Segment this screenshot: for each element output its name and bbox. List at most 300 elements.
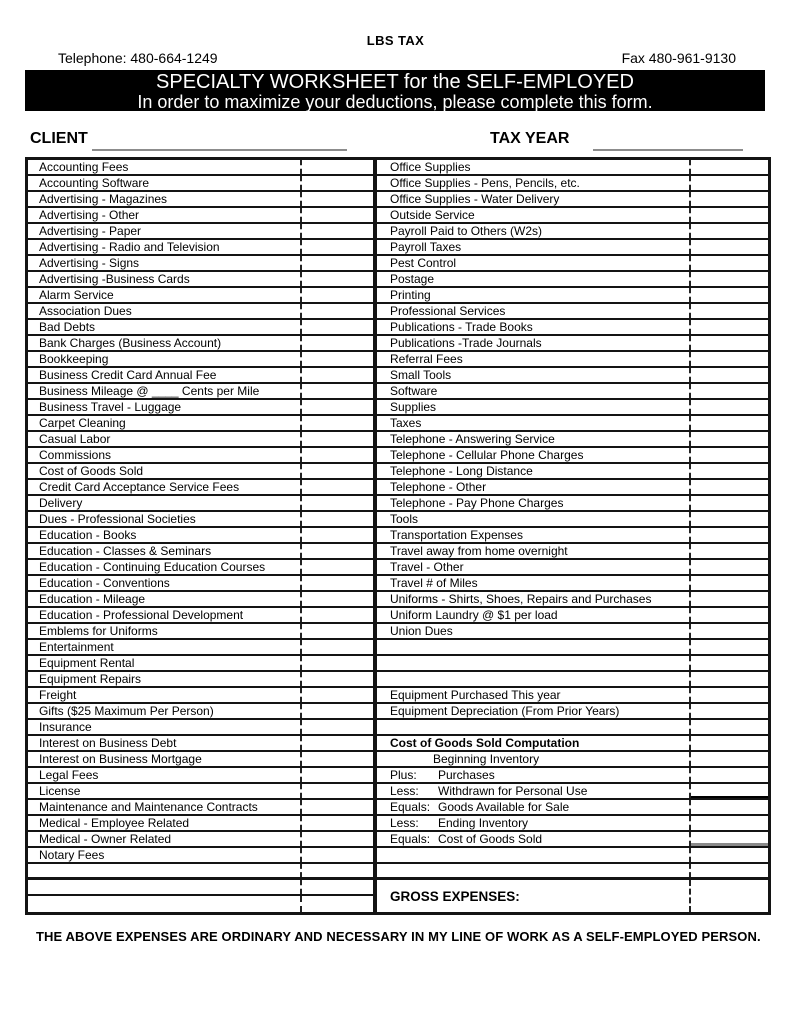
expense-row (28, 496, 373, 512)
banner-subtitle: In order to maximize your deductions, please complete this form. (137, 92, 653, 112)
expense-row (377, 224, 768, 240)
expense-row (377, 256, 768, 272)
amount-field[interactable] (300, 672, 373, 686)
banner-title: SPECIALTY WORKSHEET for the SELF-EMPLOYED (156, 71, 634, 93)
amount-field[interactable] (689, 832, 768, 846)
expense-label: Pest Control (390, 256, 457, 270)
expense-row (377, 288, 768, 304)
expense-row (377, 688, 768, 704)
amount-field[interactable] (689, 848, 768, 862)
expense-label: Business Mileage @ ____ Cents per Mile (39, 384, 260, 398)
calc-label: Goods Available for Sale (438, 800, 570, 814)
amount-field[interactable] (689, 880, 768, 912)
expense-row (377, 272, 768, 288)
expense-label: Office Supplies - Water Delivery (390, 192, 560, 206)
expense-row (377, 368, 768, 384)
amount-field[interactable] (689, 656, 768, 670)
amount-field[interactable] (689, 720, 768, 734)
expense-row (28, 832, 373, 848)
expense-row (377, 832, 768, 848)
amount-field[interactable] (300, 464, 373, 478)
expense-label: Advertising -Business Cards (39, 272, 190, 286)
expense-label: Business Credit Card Annual Fee (39, 368, 217, 382)
amount-field[interactable] (689, 704, 768, 718)
expense-row (28, 432, 373, 448)
amount-field[interactable] (300, 192, 373, 206)
amount-field[interactable] (300, 352, 373, 366)
amount-field[interactable] (689, 480, 768, 494)
amount-field[interactable] (300, 176, 373, 190)
expense-row (28, 864, 373, 880)
amount-field[interactable] (300, 496, 373, 510)
amount-field[interactable] (300, 640, 373, 654)
expense-row (28, 448, 373, 464)
expense-label: Referral Fees (390, 352, 463, 366)
expense-label: Bookkeeping (39, 352, 109, 366)
expense-row (377, 400, 768, 416)
amount-field[interactable] (689, 752, 768, 766)
amount-field[interactable] (689, 256, 768, 270)
expense-row (377, 336, 768, 352)
expense-label (28, 864, 300, 877)
expense-row (377, 416, 768, 432)
expense-label: Professional Services (390, 304, 506, 318)
amount-field[interactable] (300, 832, 373, 846)
amount-field[interactable] (689, 336, 768, 350)
expense-row (377, 640, 768, 656)
amount-field[interactable] (689, 240, 768, 254)
expense-label: Cost of Goods Sold Computation (390, 736, 580, 750)
amount-field[interactable] (689, 288, 768, 302)
amount-field[interactable] (689, 208, 768, 222)
expense-label (377, 672, 689, 686)
calc-label: Purchases (438, 768, 495, 782)
expense-label: Union Dues (390, 624, 453, 638)
expense-row (377, 320, 768, 336)
expense-row (377, 656, 768, 672)
amount-field[interactable] (689, 432, 768, 446)
expense-label: Education - Mileage (39, 592, 146, 606)
amount-field[interactable] (689, 736, 768, 750)
amount-field[interactable] (300, 432, 373, 446)
expense-row (28, 896, 373, 912)
amount-field[interactable] (300, 896, 373, 912)
amount-field[interactable] (300, 768, 373, 782)
amount-field[interactable] (300, 528, 373, 542)
expense-label: Office Supplies - Pens, Pencils, etc. (390, 176, 580, 190)
expense-row (28, 720, 373, 736)
expense-label: Transportation Expenses (390, 528, 523, 542)
expense-label: Taxes (390, 416, 422, 430)
amount-field[interactable] (689, 768, 768, 782)
client-taxyear-row (0, 128, 791, 152)
client-label: CLIENT (30, 130, 88, 147)
expense-label: Small Tools (390, 368, 452, 382)
expense-label: Equipment Depreciation (From Prior Years) (390, 704, 620, 718)
expense-row (28, 480, 373, 496)
expense-row (377, 448, 768, 464)
expense-row (377, 496, 768, 512)
amount-field[interactable] (300, 240, 373, 254)
expense-row (28, 688, 373, 704)
amount-field[interactable] (300, 480, 373, 494)
amount-field[interactable] (300, 576, 373, 590)
expense-row (377, 736, 768, 752)
expense-row (377, 592, 768, 608)
expense-row (28, 576, 373, 592)
calc-label: Cost of Goods Sold (438, 832, 543, 846)
expense-label: Travel away from home overnight (390, 544, 568, 558)
expense-label: Payroll Taxes (390, 240, 462, 254)
expense-row (28, 784, 373, 800)
amount-field[interactable] (689, 448, 768, 462)
expense-row (377, 160, 768, 176)
amount-field[interactable] (300, 368, 373, 382)
expense-label: Supplies (390, 400, 437, 414)
amount-field[interactable] (300, 256, 373, 270)
amount-field[interactable] (300, 864, 373, 877)
expense-row (28, 176, 373, 192)
expense-label: Medical - Employee Related (39, 816, 190, 830)
expense-row (377, 608, 768, 624)
expense-label: Delivery (39, 496, 83, 510)
amount-field[interactable] (689, 464, 768, 478)
expense-label: Accounting Software (39, 176, 150, 190)
expense-row (28, 752, 373, 768)
expense-row (28, 704, 373, 720)
amount-field[interactable] (300, 272, 373, 286)
expense-label: Commissions (39, 448, 112, 462)
expense-row (28, 288, 373, 304)
amount-field[interactable] (300, 720, 373, 734)
expense-row (377, 768, 768, 784)
client-input-line[interactable] (92, 128, 347, 151)
amount-field[interactable] (689, 512, 768, 526)
expense-row (28, 368, 373, 384)
expense-row (28, 848, 373, 864)
expense-row (28, 256, 373, 272)
expense-row (28, 464, 373, 480)
expense-label: Cost of Goods Sold (39, 464, 144, 478)
expense-row (28, 672, 373, 688)
expense-table-right (374, 157, 771, 915)
expense-label: Advertising - Other (39, 208, 140, 222)
expense-label: Publications -Trade Journals (390, 336, 542, 350)
expense-row (28, 624, 373, 640)
company-name: LBS TAX (366, 33, 425, 48)
expense-row (28, 416, 373, 432)
expense-row (28, 560, 373, 576)
amount-field[interactable] (300, 288, 373, 302)
amount-field[interactable] (300, 752, 373, 766)
expense-label: Uniform Laundry @ $1 per load (390, 608, 558, 622)
expense-row (377, 176, 768, 192)
contact-row (58, 50, 736, 66)
expense-row (28, 800, 373, 816)
expense-row (28, 768, 373, 784)
expense-row (28, 160, 373, 176)
amount-field[interactable] (300, 880, 373, 894)
expense-label: Business Travel - Luggage (39, 400, 182, 414)
amount-field[interactable] (689, 608, 768, 622)
expense-label (377, 816, 689, 830)
expense-row (377, 880, 768, 912)
amount-field[interactable] (689, 816, 768, 830)
expense-label (28, 880, 300, 894)
expense-label: Casual Labor (39, 432, 111, 446)
expense-row (28, 224, 373, 240)
amount-field[interactable] (300, 704, 373, 718)
expense-label: Office Supplies (390, 160, 471, 174)
amount-field[interactable] (300, 784, 373, 798)
expense-label: Education - Books (39, 528, 137, 542)
expense-row (28, 272, 373, 288)
expense-label: Advertising - Radio and Television (39, 240, 220, 254)
amount-field[interactable] (300, 656, 373, 670)
calc-prefix: Equals: (390, 800, 431, 814)
amount-field[interactable] (300, 736, 373, 750)
amount-field[interactable] (300, 544, 373, 558)
expense-label: Education - Classes & Seminars (39, 544, 212, 558)
expense-label (28, 896, 300, 912)
expense-label (377, 656, 689, 670)
expense-row (377, 720, 768, 736)
calc-prefix: Less: (390, 816, 419, 830)
expense-label (377, 640, 689, 654)
amount-field[interactable] (689, 592, 768, 606)
telephone-label: Telephone: 480-664-1249 (58, 50, 218, 66)
expense-row (28, 816, 373, 832)
expense-row (377, 192, 768, 208)
amount-field[interactable] (300, 848, 373, 862)
amount-field[interactable] (300, 688, 373, 702)
amount-field[interactable] (300, 400, 373, 414)
expense-label: Association Dues (39, 304, 132, 318)
expense-row (377, 480, 768, 496)
amount-field[interactable] (689, 800, 768, 814)
amount-field[interactable] (300, 304, 373, 318)
expense-row (28, 352, 373, 368)
calc-label: Withdrawn for Personal Use (438, 784, 588, 798)
expense-label: Outside Service (390, 208, 475, 222)
amount-field[interactable] (689, 624, 768, 638)
expense-row (28, 208, 373, 224)
calc-prefix: Less: (390, 784, 419, 798)
expense-label: Medical - Owner Related (39, 832, 172, 846)
amount-field[interactable] (689, 560, 768, 574)
amount-field[interactable] (689, 528, 768, 542)
calc-label: Ending Inventory (438, 816, 529, 830)
amount-field[interactable] (300, 208, 373, 222)
expense-row (28, 736, 373, 752)
expense-label (377, 832, 689, 846)
expense-row (28, 512, 373, 528)
expense-row (28, 384, 373, 400)
expense-row (28, 304, 373, 320)
expense-label: Notary Fees (39, 848, 105, 862)
expense-label (377, 848, 689, 862)
expense-row (377, 704, 768, 720)
expense-row (28, 544, 373, 560)
amount-field[interactable] (689, 400, 768, 414)
amount-field[interactable] (689, 864, 768, 877)
amount-field[interactable] (300, 560, 373, 574)
footer-statement: THE ABOVE EXPENSES ARE ORDINARY AND NECESSARY IN MY LINE OF WORK AS A SELF-EMPLOYED PERSON. (36, 929, 761, 944)
expense-label: Interest on Business Debt (39, 736, 177, 750)
expense-row (377, 432, 768, 448)
expense-label: Dues - Professional Societies (39, 512, 196, 526)
expense-row (377, 512, 768, 528)
expense-row (28, 400, 373, 416)
amount-field[interactable] (689, 784, 768, 798)
amount-field[interactable] (300, 160, 373, 174)
expense-row (28, 592, 373, 608)
expense-row (377, 528, 768, 544)
expense-label: Postage (390, 272, 435, 286)
expense-label: Software (390, 384, 438, 398)
expense-label: Telephone - Cellular Phone Charges (390, 448, 584, 462)
expense-label: Travel - Other (390, 560, 464, 574)
amount-field[interactable] (689, 544, 768, 558)
amount-field[interactable] (689, 640, 768, 654)
amount-field[interactable] (300, 800, 373, 814)
expense-label: Telephone - Answering Service (390, 432, 555, 446)
expense-label: Printing (390, 288, 431, 302)
amount-field[interactable] (689, 672, 768, 686)
expense-label: Advertising - Signs (39, 256, 140, 270)
amount-field[interactable] (300, 448, 373, 462)
expense-label: Equipment Rental (39, 656, 135, 670)
expense-label: Interest on Business Mortgage (39, 752, 202, 766)
expense-label (377, 864, 689, 877)
expense-label (377, 720, 689, 734)
title-banner (25, 70, 765, 111)
expense-label: Uniforms - Shirts, Shoes, Repairs and Purchases (390, 592, 652, 606)
expense-label: Equipment Purchased This year (390, 688, 561, 702)
expense-row (28, 640, 373, 656)
expense-row (28, 528, 373, 544)
expense-label (377, 784, 689, 798)
expense-label: Telephone - Long Distance (390, 464, 533, 478)
expense-row (28, 336, 373, 352)
amount-field[interactable] (300, 592, 373, 606)
expense-row (28, 240, 373, 256)
expense-row (377, 208, 768, 224)
expense-row (377, 384, 768, 400)
expense-row (377, 560, 768, 576)
expense-label: Education - Professional Development (39, 608, 244, 622)
amount-field[interactable] (689, 160, 768, 174)
expense-label: Payroll Paid to Others (W2s) (390, 224, 543, 238)
amount-field[interactable] (689, 272, 768, 286)
expense-label: Education - Conventions (39, 576, 170, 590)
expense-row (377, 800, 768, 816)
amount-field[interactable] (300, 416, 373, 430)
expense-row (28, 608, 373, 624)
expense-label: Insurance (39, 720, 92, 734)
expense-label: Equipment Repairs (39, 672, 142, 686)
amount-field[interactable] (689, 688, 768, 702)
amount-field[interactable] (689, 320, 768, 334)
expense-row (377, 672, 768, 688)
amount-field[interactable] (300, 816, 373, 830)
amount-field[interactable] (300, 320, 373, 334)
expense-row (377, 752, 768, 768)
expense-label: Maintenance and Maintenance Contracts (39, 800, 258, 814)
amount-field[interactable] (300, 512, 373, 526)
amount-field[interactable] (689, 176, 768, 190)
expense-row (377, 352, 768, 368)
expense-label: Carpet Cleaning (39, 416, 126, 430)
expense-row (377, 464, 768, 480)
amount-field[interactable] (689, 352, 768, 366)
tax-year-label: TAX YEAR (490, 130, 570, 147)
expense-row (377, 864, 768, 880)
expense-row (377, 624, 768, 640)
expense-label: Travel # of Miles (390, 576, 478, 590)
expense-label: Advertising - Magazines (39, 192, 168, 206)
expense-label: Telephone - Pay Phone Charges (390, 496, 564, 510)
expense-label (377, 800, 689, 814)
tax-year-input-line[interactable] (593, 128, 743, 151)
expense-label: License (39, 784, 81, 798)
amount-field[interactable] (689, 416, 768, 430)
expense-label: Publications - Trade Books (390, 320, 533, 334)
expense-label: Entertainment (39, 640, 114, 654)
expense-label: Telephone - Other (390, 480, 487, 494)
expense-row (28, 320, 373, 336)
amount-field[interactable] (689, 496, 768, 510)
amount-field[interactable] (689, 192, 768, 206)
amount-field[interactable] (300, 608, 373, 622)
expense-label: Bank Charges (Business Account) (39, 336, 222, 350)
amount-field[interactable] (689, 304, 768, 318)
amount-field[interactable] (300, 624, 373, 638)
calc-prefix: Plus: (390, 768, 417, 782)
expense-row (377, 544, 768, 560)
expense-row (377, 240, 768, 256)
expense-label: Accounting Fees (39, 160, 129, 174)
expense-label: Alarm Service (39, 288, 114, 302)
expense-label: Gifts ($25 Maximum Per Person) (39, 704, 214, 718)
amount-field[interactable] (689, 368, 768, 382)
expense-table-left (25, 157, 376, 915)
expense-label: Legal Fees (39, 768, 99, 782)
amount-field[interactable] (689, 384, 768, 398)
amount-field[interactable] (689, 576, 768, 590)
expense-row (377, 576, 768, 592)
expense-row (28, 192, 373, 208)
expense-row (28, 656, 373, 672)
expense-row (377, 304, 768, 320)
amount-field[interactable] (300, 224, 373, 238)
expense-label: Tools (390, 512, 419, 526)
expense-label: Freight (39, 688, 77, 702)
expense-label: Emblems for Uniforms (39, 624, 158, 638)
fax-label: Fax 480-961-9130 (621, 50, 736, 66)
expense-label: Credit Card Acceptance Service Fees (39, 480, 240, 494)
expense-label: GROSS EXPENSES: (390, 888, 520, 904)
amount-field[interactable] (689, 224, 768, 238)
calc-prefix: Equals: (390, 832, 431, 846)
expense-row (377, 816, 768, 832)
amount-field[interactable] (300, 384, 373, 398)
expense-label: Advertising - Paper (39, 224, 142, 238)
expense-label (377, 768, 689, 782)
expense-label: Education - Continuing Education Courses (39, 560, 266, 574)
amount-field[interactable] (300, 336, 373, 350)
expense-row (377, 848, 768, 864)
